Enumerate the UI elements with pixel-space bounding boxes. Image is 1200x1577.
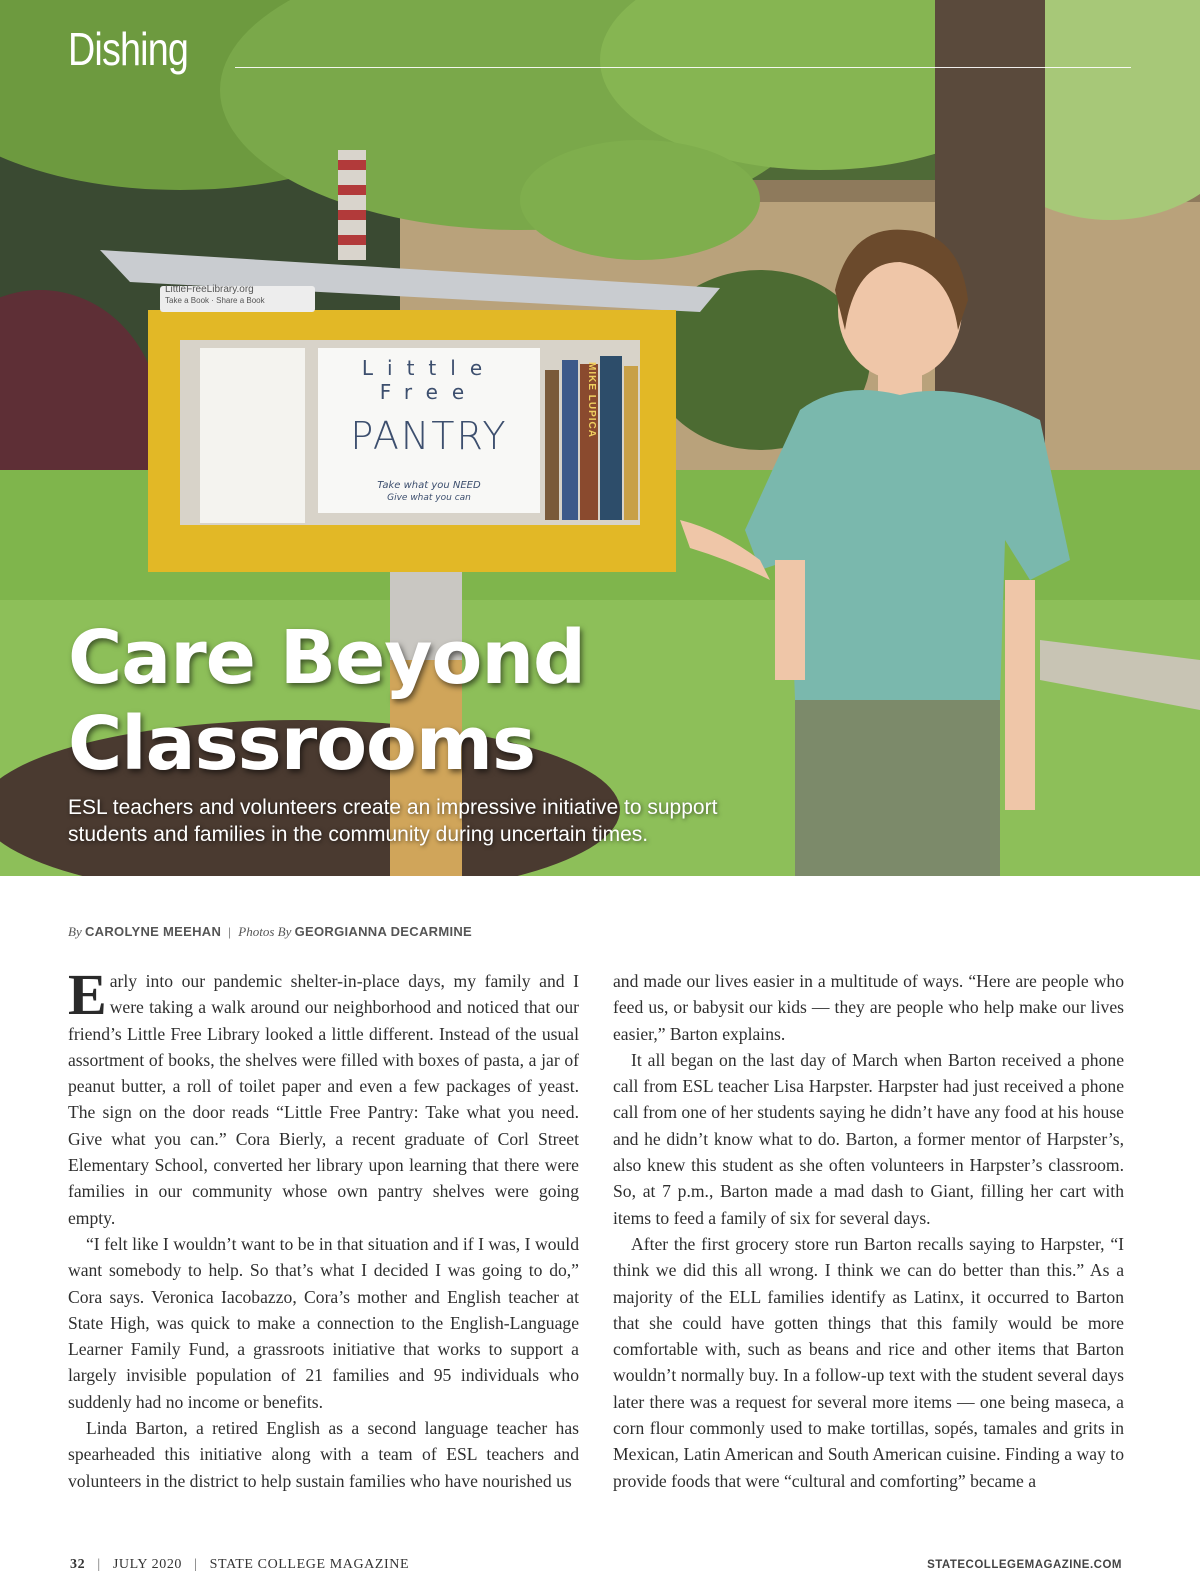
issue-date: JULY 2020 xyxy=(112,1557,183,1572)
library-sticker xyxy=(165,284,315,306)
article-paragraph: Linda Barton, a retired English as a second language teacher has spearheaded this initiative along with a team of ESL teachers and volunteers in the district to help sustain families who have nourished us xyxy=(68,1418,579,1491)
website-url[interactable]: STATECOLLEGEMAGAZINE.COM xyxy=(927,1559,1122,1571)
byline-photographer: GEORGIANNA DECARMINE xyxy=(294,924,473,939)
book-spine: MIKE LUPICA xyxy=(586,362,597,438)
article-paragraph xyxy=(68,962,579,1231)
library-sticker-url: LittleFreeLibrary.org xyxy=(165,284,254,295)
article-paragraph: and made our lives easier in a multitude of ways. “Here are people who feed us, or babysit our kids — they are people who help make our lives easier,” Barton explains. xyxy=(613,971,1124,1044)
library-sticker-tagline: Take a Book · Share a Book xyxy=(165,296,265,305)
article-headline: Care Beyond Classrooms xyxy=(68,615,586,787)
pantry-sign-line3: Take what you NEED xyxy=(377,480,481,491)
footer-separator: | xyxy=(97,1557,101,1572)
section-rule xyxy=(235,67,1131,68)
article-paragraph-text: arly into our pandemic shelter-in-place days, my family and I were taking a walk around our neighborhood and noticed that our friend’s Little Free Library looked a little different. Instead of the usual assortment of books, the shelves were filled with boxes of pasta, a jar of peanut butter, a roll of toilet paper and even a few packages of yeast. The sign on the door reads “Little Free Pantry: Take what you need. Give what you can.” Cora Bierly, a recent graduate of Corl Street Elementary School, converted her library upon learning that there were families in our community whose own pantry shelves were going empty. xyxy=(68,971,579,1228)
byline-author: CAROLYNE MEEHAN xyxy=(84,924,222,939)
page-footer-folio xyxy=(70,1557,409,1573)
pantry-sign-line2: PANTRY xyxy=(350,414,508,458)
article-column-left xyxy=(68,962,579,1494)
byline-separator: | xyxy=(228,924,232,939)
pantry-sign-line1: Little Free xyxy=(361,356,497,404)
section-label: Dishing xyxy=(68,23,189,75)
article-paragraph: “I felt like I wouldn’t want to be in that situation and if I was, I would want somebody to help. So that’s what I decided I was going to do,” Cora says. Veronica Iacobazzo, Cora’s mother and English teacher at State High, was quick to make a connection to the English-Language Learner Family Fund, a grassroots initiative that works to support a largely invisible population of 21 families and 95 individuals who suddenly had no income or benefits. xyxy=(68,1233,579,1412)
byline-photos-by: Photos By xyxy=(238,924,292,939)
drop-cap: E xyxy=(68,962,107,1027)
pantry-sign xyxy=(320,350,538,510)
byline xyxy=(68,924,472,940)
publication-name: STATE COLLEGE MAGAZINE xyxy=(209,1557,410,1572)
page-number: 32 xyxy=(70,1557,86,1572)
pantry-sign-line4: Give what you can xyxy=(387,493,471,503)
article-paragraph: It all began on the last day of March when Barton received a phone call from ESL teacher Lisa Harpster. Harpster had just received a phone call from one of her students saying he didn’t have any food at his house and he didn’t know what to do. Barton, a former mentor of Harpster’s, also knew this student as she often volunteers in Harpster’s classroom. So, at 7 p.m., Barton made a mad dash to Giant, filling her cart with items to feed a family of six for several days. xyxy=(613,1049,1124,1228)
article-paragraph: After the first grocery store run Barton recalls saying to Harpster, “I think we did this all wrong. I think we can do better than this.” As a majority of the ELL families identify as Latinx, it occurred to Barton that she could have gotten things that this family would be more comfortable with, such as beans and rice and other items that Barton wouldn’t normally buy. In a follow-up text with the student several days later there was a request for several more items — one being maseca, a corn flour commonly used to make tortillas, sopés, tamales and grits in Mexican, Latin American and South American cuisine. Finding a way to provide foods that were “cultural and comforting” became a xyxy=(613,1233,1124,1491)
byline-by: By xyxy=(68,924,82,939)
article-column-right xyxy=(613,968,1124,1494)
article-deck: ESL teachers and volunteers create an impressive initiative to support students and families in the community during uncertain times. xyxy=(68,796,718,846)
footer-separator: | xyxy=(194,1557,198,1572)
